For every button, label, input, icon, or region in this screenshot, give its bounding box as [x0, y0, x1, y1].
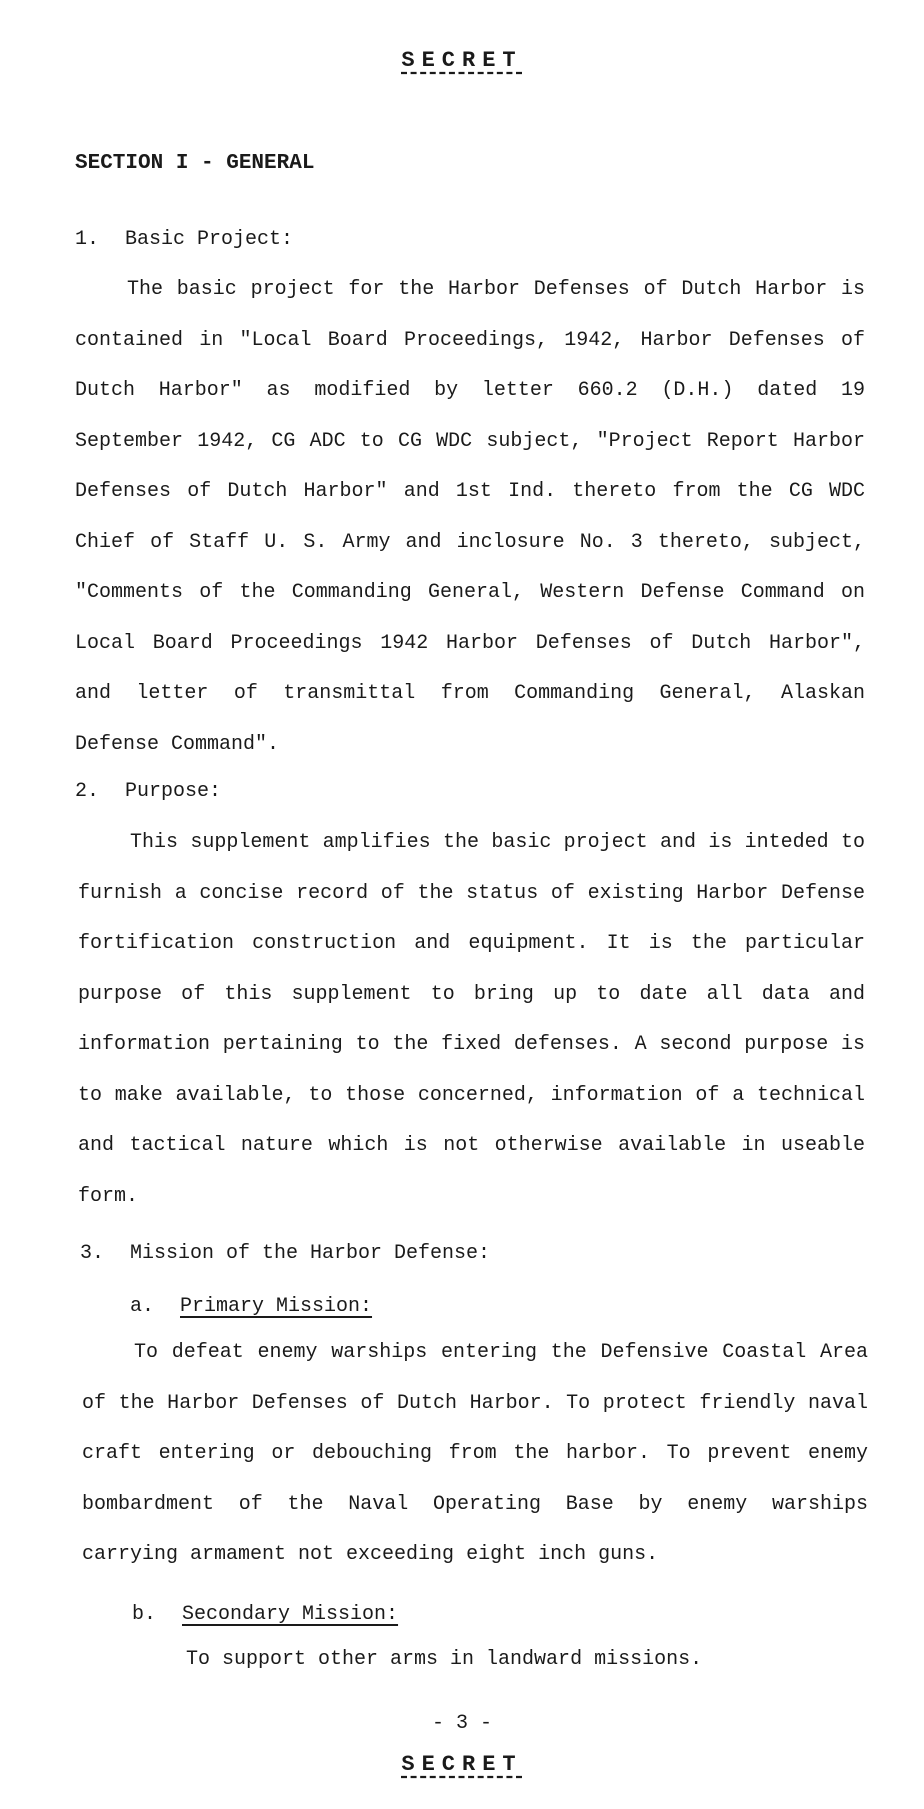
item-3-heading — [80, 1242, 490, 1265]
item-1-paragraph: The basic project for the Harbor Defenses of Dutch Harbor is contained in "Local Board Proceedings, 1942, Harbor Defenses of Dutch Harbor" as modified by letter 660.2 (D.H.) dated 19 September 1942, CG ADC to CG WDC subject, "Project Report Harbor Defenses of Dutch Harbor" and 1st Ind. thereto from the CG WDC Chief of Staff U. S. Army and inclosure No. 3 thereto, subject, "Comments of the Commanding General, Western Defense Command on Local Board Proceedings 1942 Harbor Defenses of Dutch Harbor", and letter of transmittal from Commanding General, Alaskan Defense Command". — [75, 278, 865, 756]
item-3-number: 3. — [80, 1242, 105, 1265]
item-2-paragraph: This supplement amplifies the basic project and is inteded to furnish a concise record of the status of existing Harbor Defense fortification construction and equipment. It is the particular purpose of this supplement to bring up to date all data and information pertaining to the fixed defenses. A second purpose is to make available, to those concerned, information of a technical and tactical nature which is not otherwise available in useable form. — [78, 831, 865, 1208]
section-title: SECTION I - GENERAL — [75, 152, 315, 175]
item-3-title: Mission of the Harbor Defense: — [130, 1242, 491, 1265]
item-2-heading — [75, 780, 221, 803]
item-2-number: 2. — [75, 780, 100, 803]
subitem-a-title: Primary Mission: — [180, 1295, 373, 1318]
subitem-b-letter: b. — [132, 1603, 157, 1626]
item-1-heading — [75, 228, 293, 251]
item-1-title: Basic Project: — [125, 228, 294, 251]
subitem-b-heading — [132, 1603, 398, 1626]
subitem-a-heading — [130, 1295, 372, 1318]
classification-marking-bottom: SECRET — [401, 1752, 523, 1777]
subitem-a-letter: a. — [130, 1295, 155, 1318]
item-2-title: Purpose: — [125, 780, 222, 803]
subitem-a-paragraph: To defeat enemy warships entering the Defensive Coastal Area of the Harbor Defenses of Dutch Harbor. To protect friendly naval craft entering or debouching from the harbor. To prevent enemy bombardment of the Naval Operating Base by enemy warships carrying armament not exceeding eight inch guns. — [82, 1341, 868, 1566]
page-number: - 3 - — [431, 1712, 492, 1735]
subitem-b-paragraph: To support other arms in landward missions. — [186, 1648, 703, 1671]
subitem-b-title: Secondary Mission: — [182, 1603, 399, 1626]
item-1-number: 1. — [75, 228, 100, 251]
classification-marking-top: SECRET — [401, 48, 523, 73]
